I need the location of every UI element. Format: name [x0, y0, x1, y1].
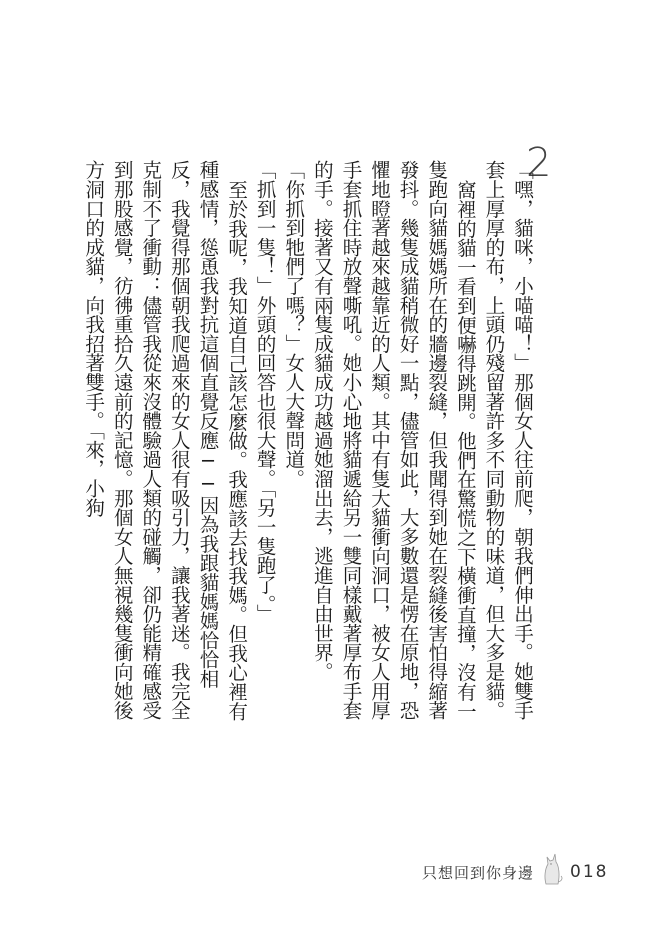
paragraph-3: 「你抓到牠們了嗎？」女人大聲問道。 — [282, 160, 306, 489]
paragraph-2: 窩裡的貓一看到便嚇得跳開。他們在驚慌之下橫衝直撞，沒有一隻跑向貓媽媽所在的牆邊裂縫，但我聞得到她在裂縫後害怕得縮著發抖。幾隻成貓稍微好一點，儘管如此，大多數還是愣在原地，恐懼地瞪著越來越靠近的人類。其中有隻大貓衝向洞口，被女人用厚手套抓住時放聲嘶吼。她小心地將貓遞給另一雙同樣戴著厚布手套的手。接著又有兩隻成貓成功越過她溜出去，逃進自由世界。 — [310, 160, 477, 720]
page-number: 018 — [570, 862, 609, 882]
page-footer — [422, 858, 608, 886]
book-title: 只想回到你身邊 — [422, 863, 535, 882]
paragraph-4: 「抓到一隻！」外頭的回答也很大聲。「另一隻跑了。」 — [253, 160, 277, 624]
body-text — [82, 160, 536, 720]
cat-icon — [540, 851, 564, 885]
paragraph-1: 「嘿，貓咪，小喵喵！」那個女人往前爬，朝我們伸出手。她雙手套上厚厚的布，上頭仍殘留著許多不同動物的味道，但大多是貓。 — [482, 160, 534, 720]
chapter-number: 2 — [526, 140, 552, 186]
paragraph-5: 至於我呢，我知道自己該怎麼做。我應該去找我媽。但我心裡有種感情，慫恿我對抗這個直覺反應──因為我跟貓媽媽恰恰相反，我覺得那個朝我爬過來的女人很有吸引力，讓我著迷。我完全克制不了衝動：儘管我從來沒體驗過人類的碰觸，卻仍能精確感受到那股感覺，彷彿重拾久遠前的記憶。那個女人無視幾隻衝向她後方洞口的成貓，向我招著雙手。「來，小狗 — [82, 160, 249, 720]
